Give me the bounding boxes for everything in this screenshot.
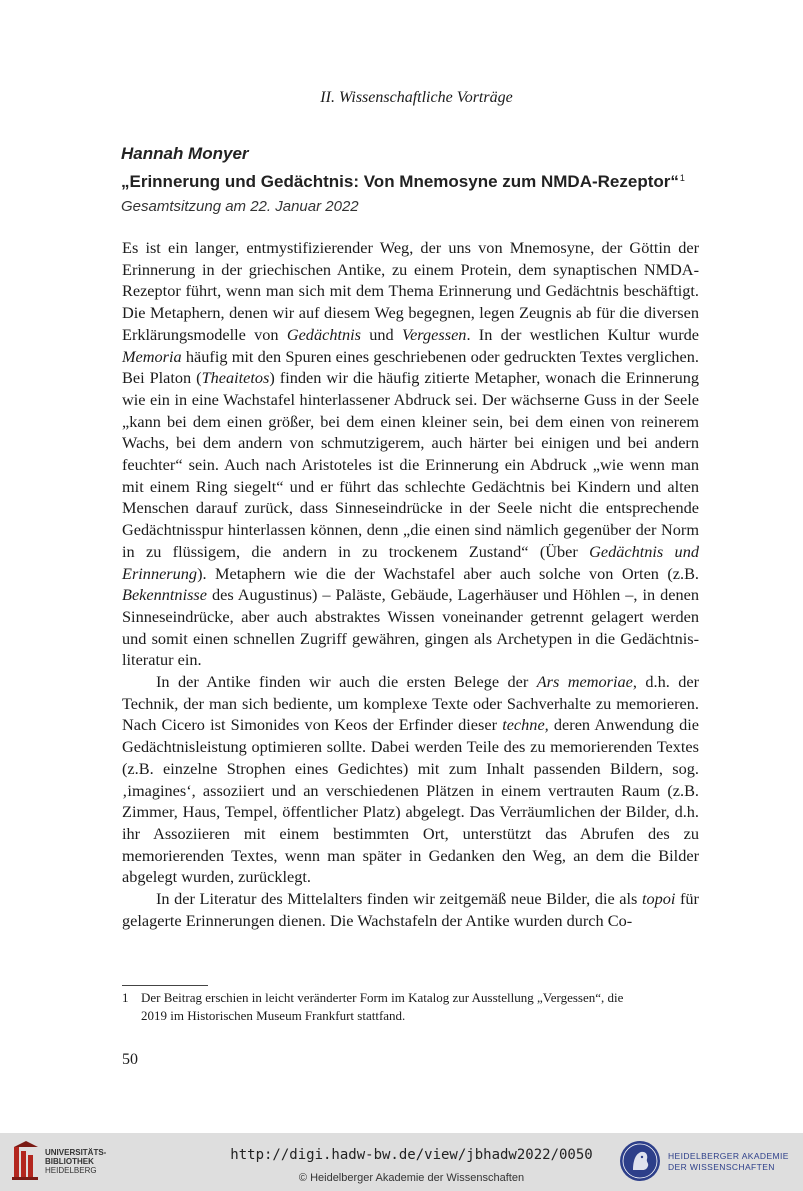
emphasis: Ars memoriae (536, 672, 633, 692)
footnote-number: 1 (122, 990, 129, 1005)
emphasis: Bekenntnisse (122, 585, 207, 605)
running-header: II. Wissenschaftliche Vorträge (320, 89, 513, 106)
footnote-line-1 (122, 989, 699, 1007)
paragraph-1 (122, 237, 699, 671)
footnote-text: Der Beitrag erschien in leicht veränderter Form im Katalog zur Ausstellung „Vergessen“, die (141, 990, 624, 1005)
ub-line-2: BIBLIOTHEK (45, 1157, 94, 1166)
academy-logo-text[interactable] (668, 1151, 789, 1173)
text-run: . In der westlichen Kultur wurde (466, 324, 700, 344)
emphasis: Gedächtnis und Erinnerung (122, 541, 699, 583)
article-title (121, 172, 721, 192)
academy-seal-logo-icon[interactable] (619, 1140, 661, 1182)
footnote-line-2: 2019 im Historischen Museum Frankfurt stattfand. (141, 1008, 406, 1023)
text-run: des Augustinus) – Paläste, Gebäude, Lagerhäuser und Höhlen –, in denen Sinneseindrücke, aber auch abstraktes Wissen voneinander getrennt gelagert werden und somit einen schnellen Zugriff gewähren, gingen als Archetypen in die Gedächtnisliteratur ein. (122, 585, 699, 670)
permalink-url[interactable]: http://digi.hadw-bw.de/view/jbhadw2022/0050 (230, 1147, 593, 1163)
ub-line-3: HEIDELBERG (45, 1166, 97, 1175)
emphasis: Vergessen (401, 324, 467, 344)
page-number: 50 (122, 1051, 138, 1068)
text-run: In der Literatur des Mittelalters finden wir zeitgemäß neue Bilder, die als (156, 889, 642, 909)
emphasis: topoi (641, 889, 676, 909)
text-run: ) finden wir die häufig zitierte Metapher, wonach die Erinnerung wie ein in eine Wachstafel hinterlassener Abdruck sei. Der wächserne Guss in der Seele „kann bei dem einen größer, bei dem einen kleiner sein, bei dem einen von reinerem Wachs, bei dem andern von schmutzigerem, auch härter bei einigen und bei andern feuchter“ sein. Auch nach Aristoteles ist die Erinnerung ein Abdruck „wie wenn man mit einem Ring siegelt“ und er führt das schlechte Gedächtnis bei Kindern und alten Menschen darauf zurück, dass Sinneseindrücke in der Seele nicht die entsprechende Gedächtnisspur hinterlassen können, denn „die einen sind nämlich gegenüber der Norm in zu flüssigem, die andern in zu trockenem Zustand“ (Über (122, 368, 699, 561)
paragraph-3 (122, 888, 699, 931)
text-run: deren Anwendung die Gedächtnisleistung optimieren sollte. Dabei werden Teile des zu memorierenden Textes (z.B. einzelne Strophen eines Gedichtes) mit zum Inhalt passenden Bildern, sog. ‚imagines‘, assoziiert und an verschiedenen Plätzen in einem vertrauten Raum (z.B. Zimmer, Haus, Tempel, öffentlicher Platz) abgelegt. Das Verräumlichen der Bilder, d.h. ihr Assoziieren mit einem bestimmten Ort, unterstützt das Abrufen des zu memorierenden Textes, wenn man später in Gedanken den Weg, an dem die Bilder abgelegt wurden, zurücklegt. (122, 715, 699, 887)
text-run: ). Metaphern wie die der Wachstafel aber auch solche von Orten (z.B. (197, 563, 699, 583)
emphasis: Gedächtnis (286, 324, 361, 344)
hadw-line-1: HEIDELBERGER AKADEMIE (668, 1151, 789, 1161)
copyright-notice: © Heidelberger Akademie der Wissenschaften (298, 1172, 525, 1184)
author-name: Hannah Monyer (121, 144, 249, 163)
text-run: In der Antike finden wir auch die ersten Belege der (156, 672, 537, 692)
article-body (122, 237, 699, 932)
emphasis: Theaitetos (201, 368, 270, 388)
footnote (122, 989, 699, 1025)
footnote-ref[interactable]: 1 (679, 173, 685, 183)
hadw-line-2: DER WISSENSCHAFTEN (668, 1162, 775, 1172)
footnote-divider (122, 985, 208, 986)
text-run: Es ist ein langer, entmystifizierender Weg, der uns von Mnemosyne, der Göttin der Erinnerung in der griechischen Antike, zu einem Protein, dem synaptischen NMDA-Rezeptor führt, wenn man sich mit dem Thema Erinnerung und Gedächtnis beschäftigt. Die Metaphern, denen wir auf diesem Weg begegnen, legen Zeugnis ab für die diversen Erklärungsmodelle von (122, 238, 699, 344)
article-title-text: „Erinnerung und Gedächtnis: Von Mnemosyne zum NMDA-Rezeptor“ (121, 172, 679, 191)
text-run: , d.h. der Technik, der man sich bediente, um komplexe Texte oder Sachverhalte zu memorieren. Nach Cicero ist Simonides von Keos der Erfinder dieser (122, 672, 700, 735)
text-run: und (360, 324, 402, 344)
paragraph-2 (122, 671, 699, 888)
session-date: Gesamtsitzung am 22. Januar 2022 (121, 198, 359, 215)
emphasis: Memoria (122, 346, 182, 366)
emphasis: techne, (502, 715, 549, 735)
ub-line-1: UNIVERSITÄTS- (45, 1148, 107, 1157)
text-run: häufig mit den Spuren eines geschriebenen oder gedruckten Textes verglichen. Bei Platon ( (122, 346, 699, 388)
text-run: für gelagerte Erinnerungen dienen. Die Wachstafeln der Antike wurden durch Co- (122, 889, 699, 930)
